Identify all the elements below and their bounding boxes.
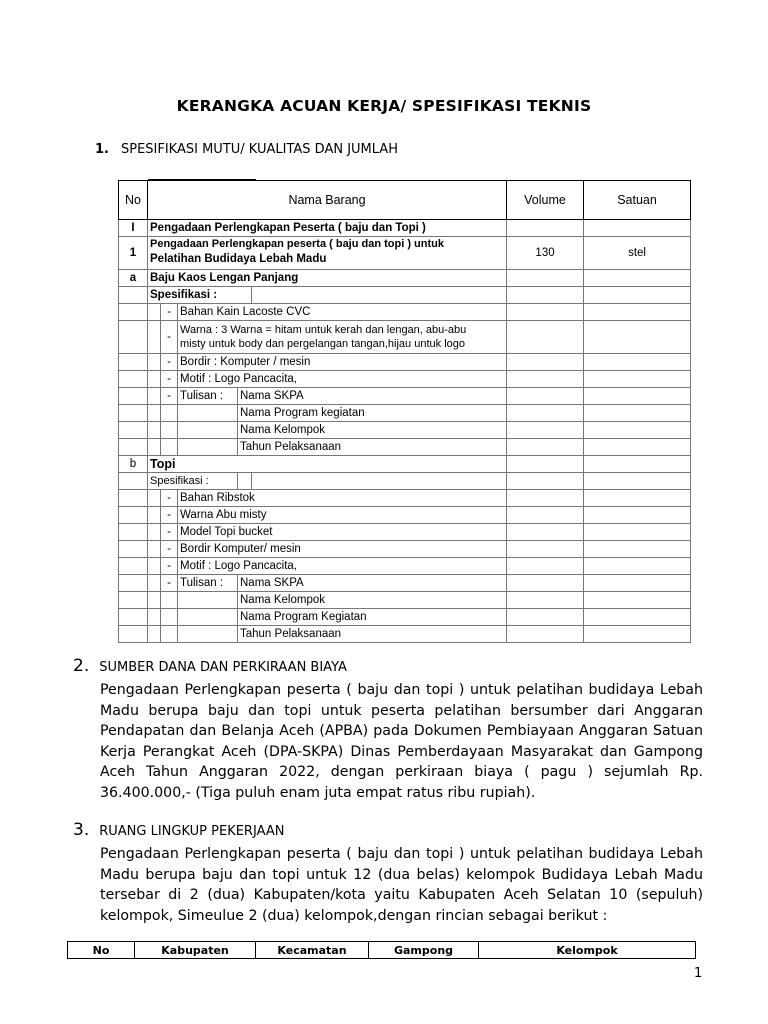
spec-tulisan-label: Tulisan : [178, 575, 238, 592]
table-row [119, 354, 691, 371]
section-3-body: Pengadaan Perlengkapan peserta ( baju dan topi ) untuk pelatihan budidaya Lebah Madu berupa baju dan topi untuk 12 (dua belas) kelompok Budidaya Lebah Madu tersebar di 2 (dua) Kabupaten/kota yaitu Kabupaten Aceh Selatan 10 (sepuluh) kelompok, Simeulue 2 (dua) kelompok,dengan rincian sebagai berikut : [100, 846, 703, 924]
table-row [119, 558, 691, 575]
table-row [119, 287, 691, 304]
section-3 [73, 820, 703, 926]
row-no: b [119, 456, 148, 473]
table-row [119, 592, 691, 609]
item-title-line-1: Pengadaan Perlengkapan peserta ( baju dan topi ) untuk [150, 238, 444, 250]
satuan-value: stel [584, 237, 691, 270]
tulisan-item: Nama Program kegiatan [238, 405, 507, 422]
spec-item: Bordir : Komputer / mesin [178, 354, 507, 371]
header-kelompok: Kelompok [479, 942, 696, 959]
bullet-dash: - [161, 541, 178, 558]
table-row [119, 473, 691, 490]
section-1-number: 1. [95, 142, 109, 157]
tulisan-item: Tahun Pelaksanaan [238, 439, 507, 456]
tulisan-item: Nama Kelompok [238, 422, 507, 439]
group-title: Pengadaan Perlengkapan Peserta ( baju dan Topi ) [148, 220, 507, 237]
document-title: KERANGKA ACUAN KERJA/ SPESIFIKASI TEKNIS [176, 97, 592, 115]
bullet-dash: - [161, 321, 178, 354]
tulisan-item: Tahun Pelaksanaan [238, 626, 507, 643]
bullet-dash: - [161, 558, 178, 575]
page-number: 1 [694, 966, 703, 981]
table-row [119, 609, 691, 626]
spec-item: Bahan Ribstok [178, 490, 507, 507]
table-row [119, 456, 691, 473]
bullet-dash: - [161, 575, 178, 592]
spec-item-line: misty untuk body dan pergelangan tangan,hijau untuk logo [180, 338, 465, 350]
header-satuan: Satuan [584, 181, 691, 220]
header-gampong: Gampong [369, 942, 479, 959]
bullet-dash: - [161, 490, 178, 507]
header-nama-barang: Nama Barang [148, 181, 507, 220]
section-3-title: RUANG LINGKUP PEKERJAAN [99, 824, 285, 839]
section-2-number: 2. [73, 656, 90, 676]
header-no: No [68, 942, 135, 959]
bullet-dash: - [161, 354, 178, 371]
specification-table [118, 180, 691, 643]
table-row [119, 507, 691, 524]
spec-item-line: Warna : 3 Warna = hitam untuk kerah dan lengan, abu-abu [180, 324, 467, 336]
table-header-row [119, 181, 691, 220]
spec-tulisan-label: Tulisan : [178, 388, 238, 405]
table-row [119, 575, 691, 592]
section-2 [73, 656, 703, 803]
table-row [119, 422, 691, 439]
section-2-heading [73, 656, 703, 676]
table-row [119, 626, 691, 643]
table-row [119, 237, 691, 270]
section-3-heading [73, 820, 703, 840]
bullet-dash: - [161, 371, 178, 388]
bullet-dash: - [161, 507, 178, 524]
section-2-title: SUMBER DANA DAN PERKIRAAN BIAYA [99, 660, 347, 675]
section-3-number: 3. [73, 820, 90, 840]
kelompok-table [67, 941, 696, 959]
table-row [119, 541, 691, 558]
table-row [119, 270, 691, 287]
section-1-title: SPESIFIKASI MUTU/ KUALITAS DAN JUMLAH [120, 142, 398, 157]
spec-item: Bordir Komputer/ mesin [178, 541, 507, 558]
section-1-heading [95, 142, 398, 157]
bullet-dash: - [161, 304, 178, 321]
spec-label: Spesifikasi : [148, 473, 238, 490]
header-volume: Volume [507, 181, 584, 220]
tulisan-item: Nama SKPA [238, 388, 507, 405]
row-no: I [119, 220, 148, 237]
spec-item: Motif : Logo Pancacita, [178, 371, 507, 388]
spec-item: Motif : Logo Pancacita, [178, 558, 507, 575]
item-a-title: Baju Kaos Lengan Panjang [148, 270, 507, 287]
spec-item [178, 321, 507, 354]
spec-label: Spesifikasi : [148, 287, 252, 304]
bullet-dash: - [161, 524, 178, 541]
item-title-line-2: Pelatihan Budidaya Lebah Madu [150, 253, 327, 265]
table-row [119, 220, 691, 237]
section-2-body: Pengadaan Perlengkapan peserta ( baju dan topi ) untuk pelatihan budidaya Lebah Madu berupa baju dan topi untuk peserta pelatihan bersumber dari Anggaran Pendapatan dan Belanja Aceh (APBA) pada Dokumen Pembiayaan Anggaran Satuan Kerja Perangkat Aceh (DPA-SKPA) Dinas Pemberdayaan Masyarakat dan Gampong Aceh Tahun Anggaran 2022, dengan perkiraan biaya ( pagu ) sejumlah Rp. 36.400.000,- (Tiga puluh enam juta empat ratus ribu rupiah). [100, 682, 703, 801]
tulisan-item: Nama Program Kegiatan [238, 609, 507, 626]
tulisan-item: Nama SKPA [238, 575, 507, 592]
volume-value: 130 [507, 237, 584, 270]
row-no: 1 [119, 237, 148, 270]
header-no: No [119, 181, 148, 220]
table-row [119, 371, 691, 388]
table-row [119, 405, 691, 422]
table-row [119, 304, 691, 321]
spec-item: Model Topi bucket [178, 524, 507, 541]
table-row [119, 388, 691, 405]
row-no: a [119, 270, 148, 287]
table-header-row [68, 942, 696, 959]
spec-item: Bahan Kain Lacoste CVC [178, 304, 507, 321]
table-row [119, 490, 691, 507]
header-kecamatan: Kecamatan [256, 942, 369, 959]
item-title [148, 237, 507, 270]
table-row [119, 321, 691, 354]
table-row [119, 439, 691, 456]
tulisan-item: Nama Kelompok [238, 592, 507, 609]
header-kabupaten: Kabupaten [135, 942, 256, 959]
item-b-title: Topi [148, 456, 507, 473]
bullet-dash: - [161, 388, 178, 405]
spec-item: Warna Abu misty [178, 507, 507, 524]
table-row [119, 524, 691, 541]
